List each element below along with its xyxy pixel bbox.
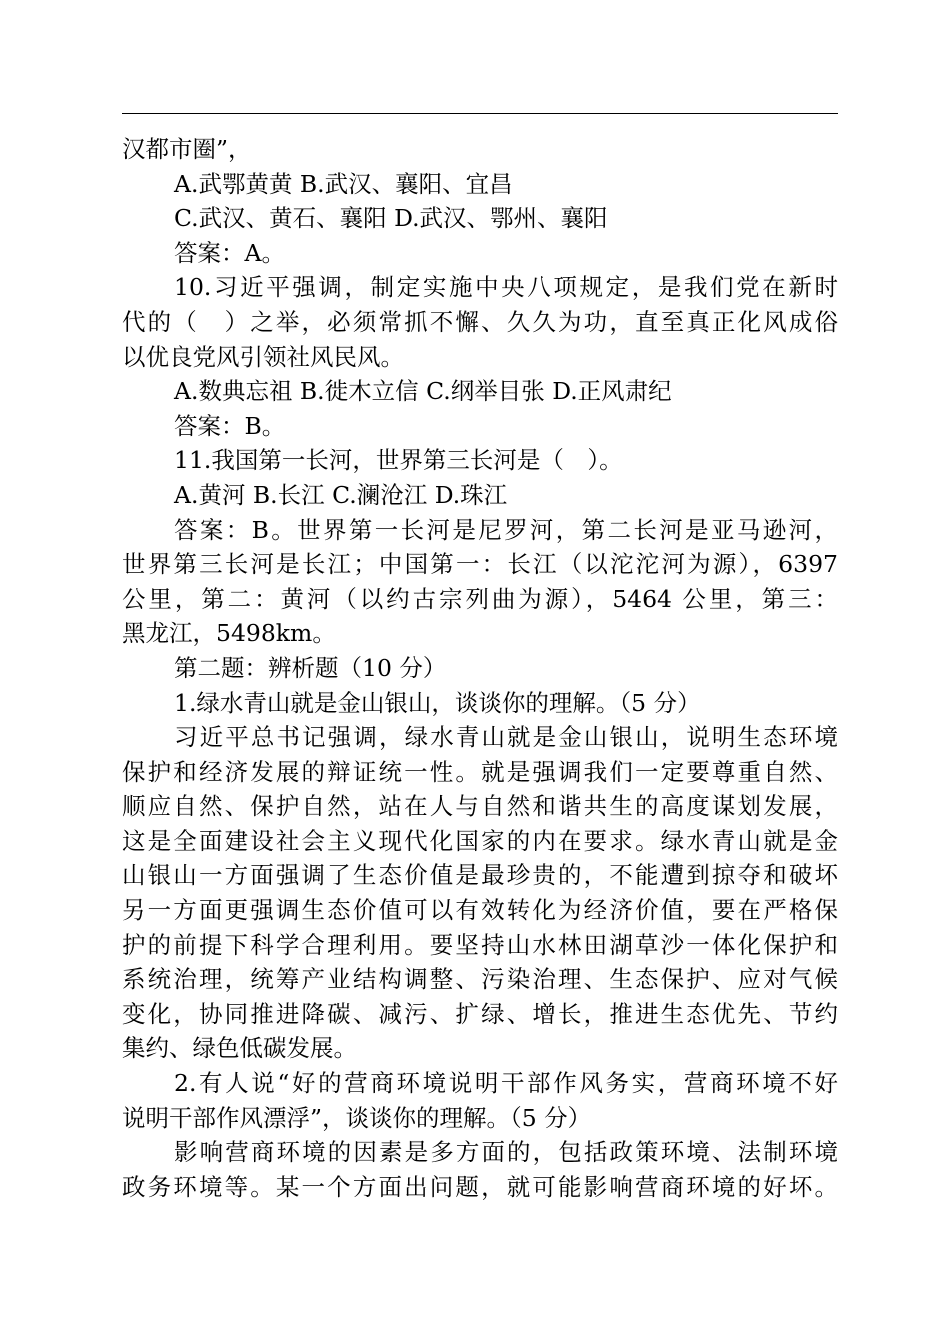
text-line: 世界第三长河是长江；中国第一：长江（以沱沱河为源），6397 <box>122 550 838 579</box>
text-line: 习近平总书记强调，绿水青山就是金山银山，说明生态环境 <box>174 723 838 752</box>
text-line: C.武汉、黄石、襄阳 D.武汉、鄂州、襄阳 <box>174 204 608 233</box>
text-line: A.武鄂黄黄 B.武汉、襄阳、宜昌 <box>174 169 513 198</box>
text-line: 答案：B。 <box>174 411 286 440</box>
question-line: 2.有人说“好的营商环境说明干部作风务实，营商环境不好 <box>174 1069 838 1098</box>
text-line: A.黄河 B.长江 C.澜沧江 D.珠江 <box>174 480 508 509</box>
text-line: 答案：A。 <box>174 238 285 267</box>
text-line: 公里，第二：黄河（以约古宗列曲为源），5464 公里，第三： <box>122 584 838 613</box>
question-line: 1.绿水青山就是金山银山，谈谈你的理解。（5 分） <box>174 688 701 717</box>
document-body <box>122 132 838 1204</box>
text-line: 系统治理，统筹产业结构调整、污染治理、生态保护、应对气候 <box>122 965 838 994</box>
text-line: 代的（ ）之举，必须常抓不懈、久久为功，直至真正化风成俗 <box>122 307 838 336</box>
question-line: 说明干部作风漂浮”，谈谈你的理解。（5 分） <box>122 1103 592 1132</box>
text-line: 山银山一方面强调了生态价值是最珍贵的，不能遭到掠夺和破坏 <box>122 861 838 890</box>
text-line: A.数典忘祖 B.徙木立信 C.纲举目张 D.正风肃纪 <box>174 377 672 406</box>
text-line: 这是全面建设社会主义现代化国家的内在要求。绿水青山就是金 <box>122 826 838 855</box>
text-line: 顺应自然、保护自然，站在人与自然和谐共生的高度谋划发展， <box>122 792 838 821</box>
text-line: 政务环境等。某一个方面出问题，就可能影响营商环境的好坏。 <box>122 1172 838 1201</box>
text-line: 11.我国第一长河，世界第三长河是（ ）。 <box>174 446 623 475</box>
text-line: 护的前提下科学合理利用。要坚持山水林田湖草沙一体化保护和 <box>122 930 838 959</box>
text-line: 以优良党风引领社风民风。 <box>122 342 404 371</box>
text-line: 集约、绿色低碳发展。 <box>122 1034 357 1063</box>
text-line: 另一方面更强调生态价值可以有效转化为经济价值，要在严格保 <box>122 896 838 925</box>
header-rule <box>122 113 838 114</box>
text-line: 影响营商环境的因素是多方面的，包括政策环境、法制环境 <box>174 1138 838 1167</box>
text-line: 黑龙江，5498km。 <box>122 619 336 648</box>
text-line: 变化，协同推进降碳、减污、扩绿、增长，推进生态优先、节约 <box>122 999 838 1028</box>
text-line: 汉都市圈”， <box>122 135 252 163</box>
text-line: 10.习近平强调，制定实施中央八项规定，是我们党在新时 <box>174 273 838 302</box>
text-line: 保护和经济发展的辩证统一性。就是强调我们一定要尊重自然、 <box>122 757 838 786</box>
section-heading: 第二题：辨析题（10 分） <box>174 653 447 682</box>
text-line: 答案：B。世界第一长河是尼罗河，第二长河是亚马逊河， <box>174 515 838 544</box>
